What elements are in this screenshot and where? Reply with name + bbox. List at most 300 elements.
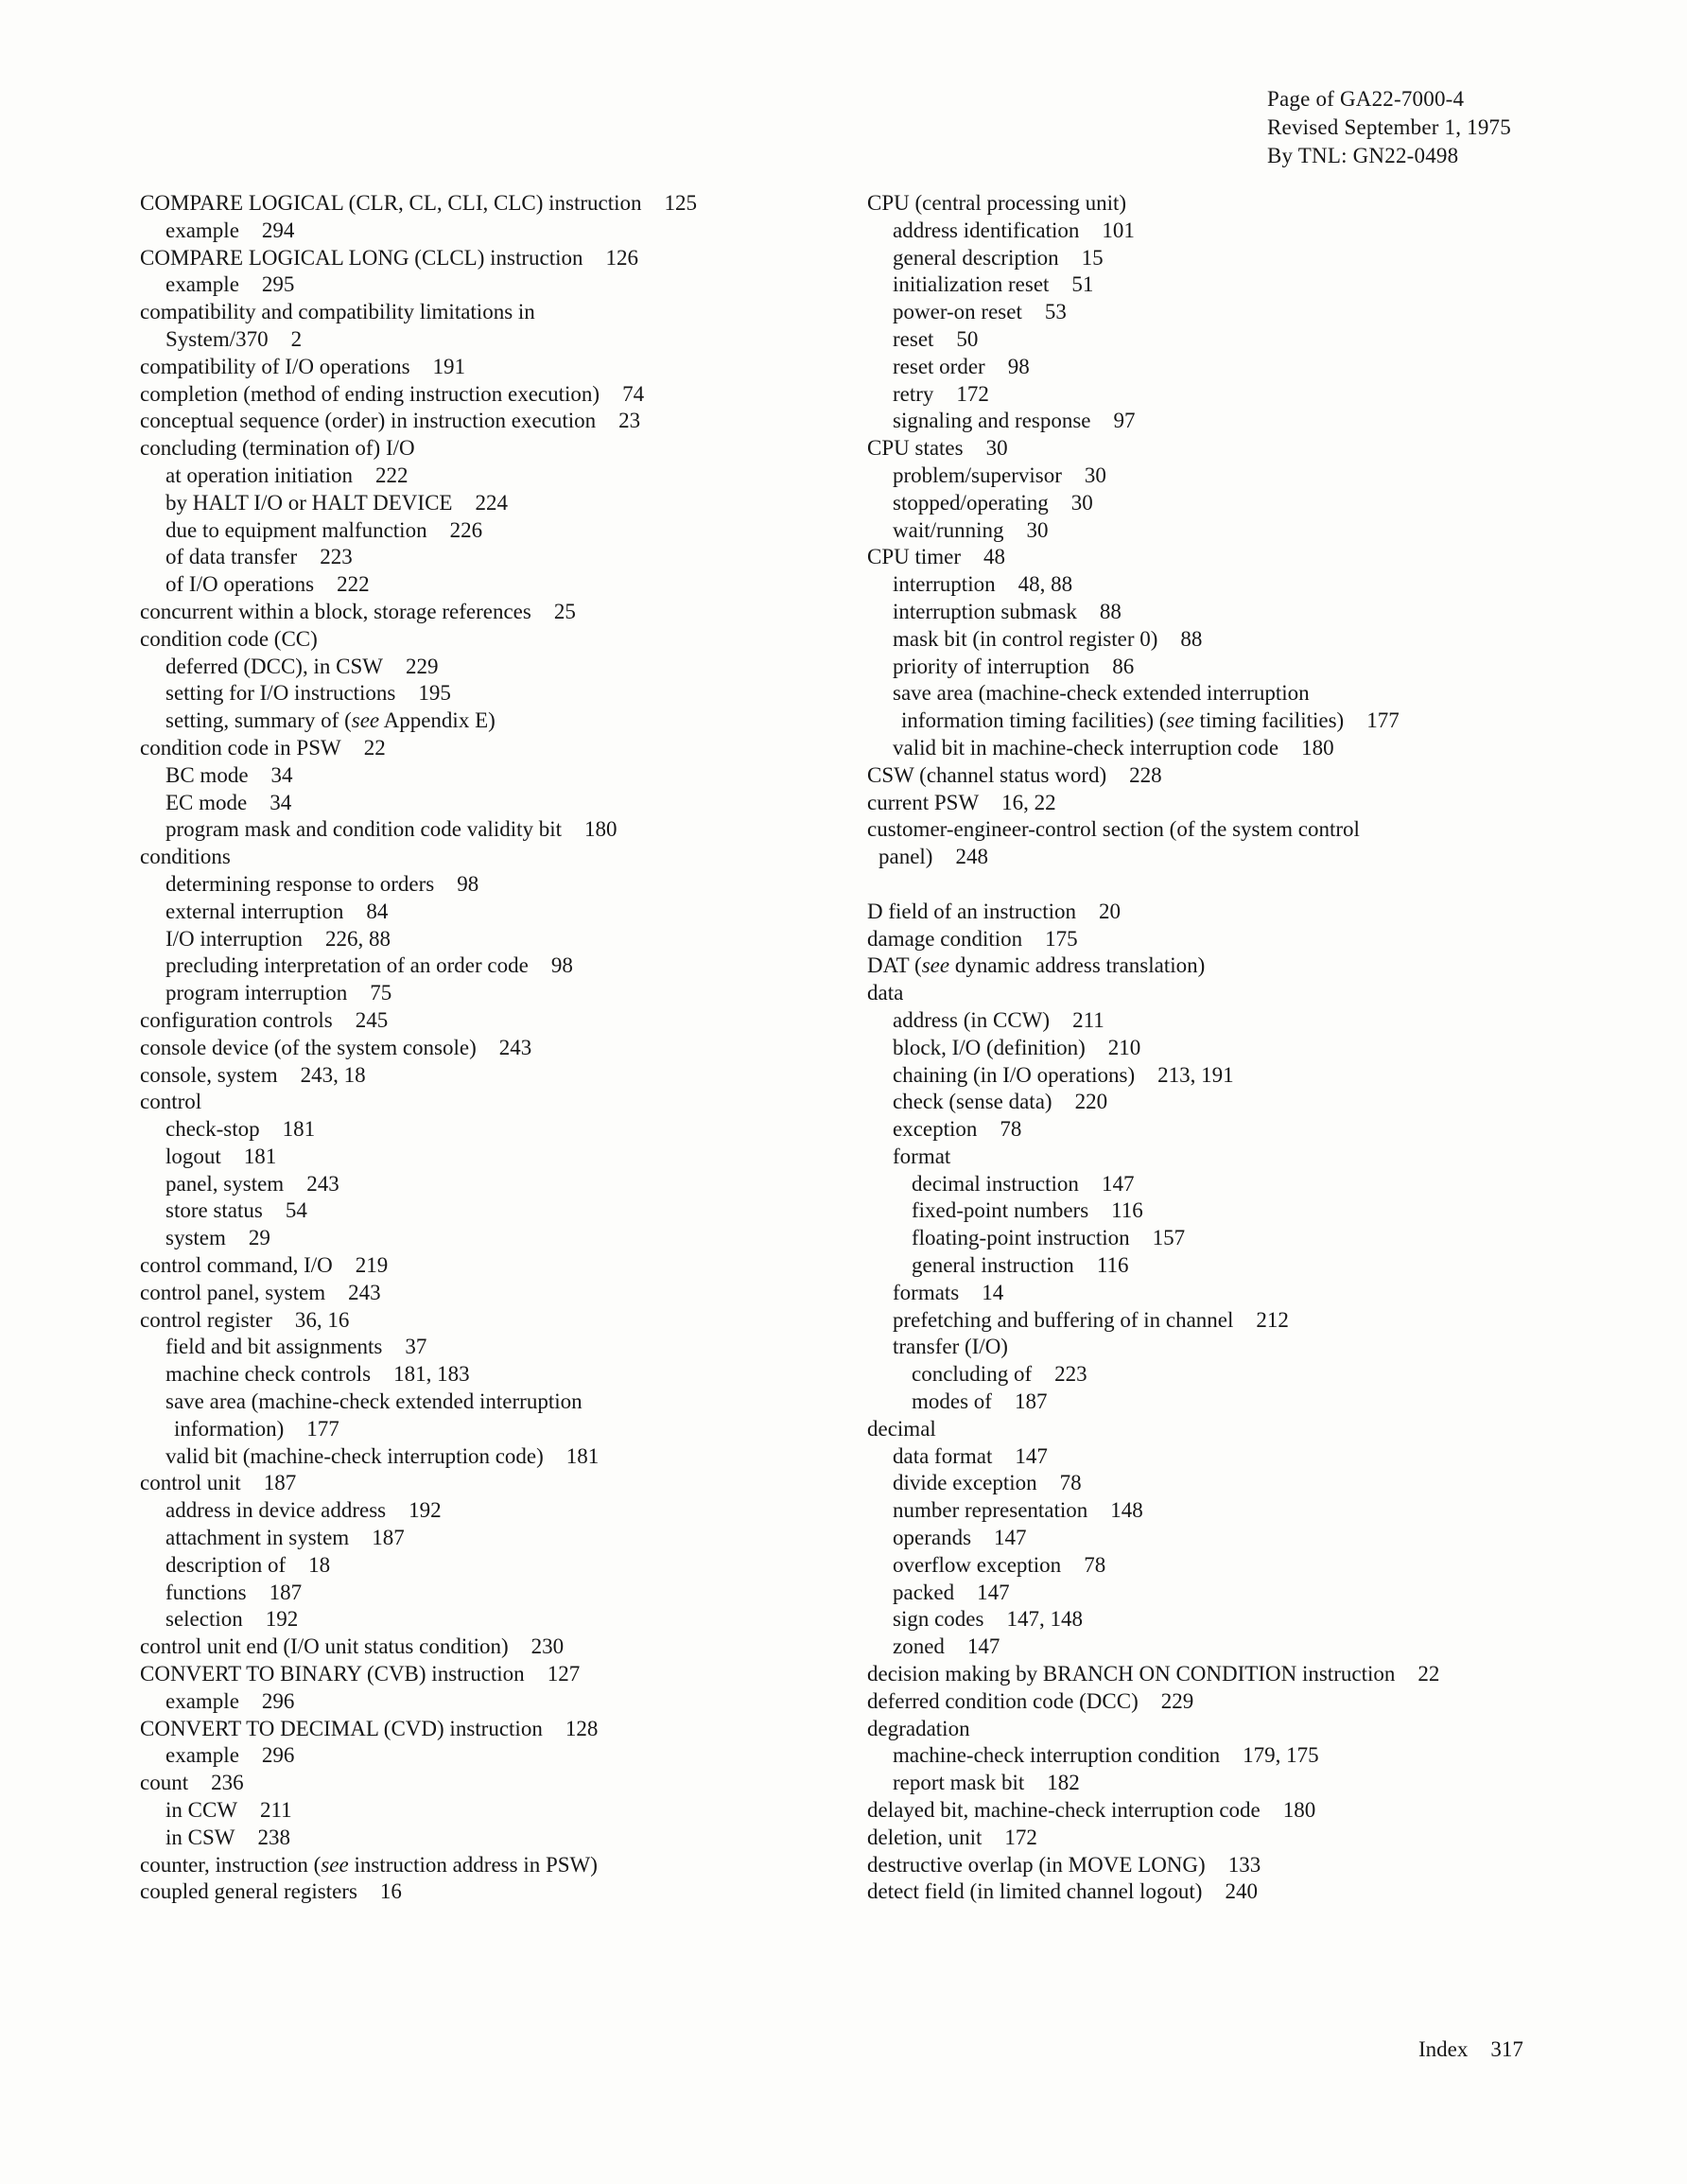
entry-text: priority of interruption <box>893 654 1090 678</box>
entry-page-number: 116 <box>1096 1253 1129 1278</box>
entry-text: CONVERT TO BINARY (CVB) instruction <box>140 1662 525 1686</box>
index-entry <box>140 571 830 599</box>
entry-page-number: 30 <box>1026 517 1049 542</box>
entry-page-number: 243, 18 <box>300 1062 366 1087</box>
entry-text: DAT (see dynamic address translation) <box>867 953 1206 978</box>
index-entry <box>867 218 1595 245</box>
index-entry <box>867 1852 1595 1879</box>
index-entry <box>867 326 1595 354</box>
entry-text: control unit <box>140 1471 241 1495</box>
entry-text: address identification <box>893 218 1080 242</box>
entry-text: panel, system <box>165 1171 285 1196</box>
header-revision-date: Revised September 1, 1975 <box>1267 115 1511 139</box>
entry-page-number: 147 <box>1101 1171 1135 1196</box>
entry-text: conceptual sequence (order) in instruction execution <box>140 409 597 433</box>
entry-page-number: 148 <box>1110 1498 1143 1523</box>
entry-page-number: 179, 175 <box>1243 1743 1319 1768</box>
entry-page-number: 125 <box>664 191 698 215</box>
index-entry <box>140 463 830 490</box>
index-entry <box>867 1361 1595 1389</box>
entry-text: decimal <box>867 1416 936 1441</box>
entry-text: signaling and response <box>893 409 1091 433</box>
index-entry <box>867 381 1595 409</box>
entry-page-number: 133 <box>1227 1852 1261 1877</box>
entry-page-number: 86 <box>1112 654 1135 678</box>
entry-page-number: 226 <box>449 517 483 542</box>
index-entry <box>140 490 830 517</box>
index-entry <box>867 926 1595 953</box>
entry-page-number: 182 <box>1047 1771 1080 1795</box>
entry-text: check (sense data) <box>893 1090 1052 1114</box>
entry-page-number: 192 <box>265 1607 299 1632</box>
index-entry <box>867 1307 1595 1335</box>
entry-text: CPU states <box>867 436 964 461</box>
entry-page-number: 213, 191 <box>1157 1062 1234 1087</box>
entry-page-number: 191 <box>432 354 466 378</box>
entry-text: concluding (termination of) I/O <box>140 436 415 461</box>
entry-page-number: 294 <box>261 218 295 242</box>
entry-page-number: 219 <box>355 1253 389 1278</box>
entry-text: general instruction <box>912 1253 1074 1278</box>
index-entry <box>867 517 1595 545</box>
index-entry <box>140 1742 830 1770</box>
index-entry <box>867 1035 1595 1062</box>
entry-text: detect field (in limited channel logout) <box>867 1879 1203 1904</box>
entry-page-number: 20 <box>1099 899 1122 923</box>
index-column-left <box>140 190 830 1906</box>
entry-page-number: 229 <box>1160 1688 1194 1713</box>
entry-text: in CCW <box>165 1798 238 1823</box>
entry-text: coupled general registers <box>140 1879 357 1904</box>
entry-text: setting for I/O instructions <box>165 681 396 706</box>
index-entry <box>867 816 1595 844</box>
entry-text: transfer (I/O) <box>893 1335 1008 1359</box>
index-entry <box>867 1525 1595 1552</box>
entry-text: counter, instruction (see instruction address in PSW) <box>140 1852 598 1877</box>
entry-page-number: 180 <box>584 817 617 842</box>
index-entry <box>140 1007 830 1035</box>
index-entry <box>867 1144 1595 1171</box>
index-entry <box>867 1225 1595 1252</box>
entry-text: decimal instruction <box>912 1171 1079 1196</box>
entry-page-number: 30 <box>985 436 1008 461</box>
index-entry <box>867 1634 1595 1661</box>
entry-text: deletion, unit <box>867 1825 983 1849</box>
entry-page-number: 147 <box>994 1526 1027 1550</box>
entry-page-number: 181 <box>243 1144 277 1168</box>
entry-text: exception <box>893 1117 978 1142</box>
entry-text: mask bit (in control register 0) <box>893 626 1158 651</box>
entry-page-number: 98 <box>1007 354 1030 378</box>
index-entry <box>867 762 1595 790</box>
index-entry <box>867 1089 1595 1116</box>
entry-text: information timing facilities) (see timing facilities) <box>901 708 1345 733</box>
index-entry <box>140 1361 830 1389</box>
entry-text: packed <box>893 1580 955 1604</box>
entry-page-number: 195 <box>418 681 451 706</box>
index-entry <box>140 1089 830 1116</box>
entry-text: delayed bit, machine-check interruption code <box>867 1798 1261 1823</box>
entry-text: formats <box>893 1280 960 1304</box>
index-entry <box>867 1171 1595 1198</box>
entry-page-number: 51 <box>1071 272 1094 297</box>
entry-page-number: 187 <box>372 1526 405 1550</box>
page-footer <box>1418 2035 1523 2064</box>
see-reference: see <box>351 708 380 733</box>
entry-page-number: 212 <box>1256 1307 1289 1332</box>
entry-page-number: 50 <box>956 326 979 351</box>
entry-page-number: 192 <box>409 1498 442 1523</box>
entry-text: console, system <box>140 1062 278 1087</box>
index-entry <box>867 1334 1595 1361</box>
entry-page-number: 147 <box>966 1634 1000 1659</box>
entry-text: System/370 <box>165 326 269 351</box>
entry-text: retry <box>893 381 934 406</box>
index-entry <box>140 762 830 790</box>
entry-text: deferred (DCC), in CSW <box>165 654 383 678</box>
entry-page-number: 54 <box>285 1198 307 1223</box>
index-entry <box>140 1825 830 1852</box>
entry-page-number: 98 <box>550 953 573 978</box>
entry-text: EC mode <box>165 790 248 814</box>
entry-page-number: 147 <box>977 1580 1010 1604</box>
index-column-right <box>867 190 1595 1906</box>
section-gap <box>867 871 1595 899</box>
index-entry <box>140 245 830 272</box>
index-entry <box>867 708 1595 735</box>
entry-page-number: 48, 88 <box>1017 572 1073 597</box>
entry-text: floating-point instruction <box>912 1226 1130 1250</box>
index-entry <box>140 1334 830 1361</box>
index-entry <box>867 490 1595 517</box>
entry-text: fixed-point numbers <box>912 1198 1089 1223</box>
index-entry <box>140 626 830 654</box>
entry-text: program interruption <box>165 981 348 1005</box>
entry-page-number: 211 <box>1072 1007 1104 1032</box>
entry-text: reset order <box>893 354 985 378</box>
entry-page-number: 226, 88 <box>325 926 391 951</box>
index-entry <box>867 844 1595 871</box>
index-entry <box>867 952 1595 980</box>
entry-text: save area (machine-check extended interruption <box>165 1389 583 1414</box>
index-entry <box>140 735 830 762</box>
entry-text: example <box>165 218 239 242</box>
index-entry <box>140 299 830 326</box>
index-entry <box>140 816 830 844</box>
entry-text: block, I/O (definition) <box>893 1035 1086 1059</box>
index-entry <box>140 1552 830 1580</box>
entry-page-number: 238 <box>257 1825 290 1849</box>
index-entry <box>140 326 830 354</box>
entry-page-number: 16, 22 <box>1001 790 1056 814</box>
entry-page-number: 223 <box>1054 1362 1087 1387</box>
index-entry <box>867 1661 1595 1688</box>
entry-page-number: 224 <box>475 490 508 515</box>
entry-text: customer-engineer-control section (of the system control <box>867 817 1360 842</box>
entry-text: store status <box>165 1198 263 1223</box>
index-entry <box>140 980 830 1007</box>
index-entry <box>867 899 1595 926</box>
index-entry <box>140 1688 830 1716</box>
entry-page-number: 187 <box>263 1471 297 1495</box>
index-entry <box>867 1770 1595 1797</box>
entry-text: concluding of <box>912 1362 1033 1387</box>
entry-page-number: 243 <box>306 1171 339 1196</box>
entry-text: prefetching and buffering of in channel <box>893 1307 1234 1332</box>
entry-text: damage condition <box>867 926 1023 951</box>
entry-page-number: 229 <box>405 654 439 678</box>
entry-page-number: 16 <box>379 1879 402 1904</box>
index-entry <box>867 408 1595 435</box>
index-entry <box>867 599 1595 626</box>
index-entry <box>140 1116 830 1144</box>
entry-page-number: 181 <box>565 1443 600 1468</box>
index-entry <box>867 1878 1595 1906</box>
footer-page-number: 317 <box>1490 2037 1523 2061</box>
index-entry <box>867 571 1595 599</box>
entry-page-number: 222 <box>375 463 409 487</box>
entry-text: due to equipment malfunction <box>165 517 427 542</box>
index-entry <box>140 790 830 817</box>
entry-text: completion (method of ending instruction execution) <box>140 381 600 406</box>
entry-page-number: 240 <box>1225 1879 1258 1904</box>
index-entry <box>140 1144 830 1171</box>
entry-text: format <box>893 1144 951 1168</box>
entry-page-number: 147 <box>1015 1443 1048 1468</box>
index-entry <box>867 1797 1595 1825</box>
entry-page-number: 18 <box>308 1552 331 1577</box>
entry-text: data <box>867 981 904 1005</box>
entry-text: valid bit (machine-check interruption code) <box>165 1443 544 1468</box>
index-entry <box>867 980 1595 1007</box>
index-entry <box>867 1688 1595 1716</box>
entry-page-number: 223 <box>320 545 353 569</box>
entry-text: field and bit assignments <box>165 1335 383 1359</box>
index-entry <box>140 1716 830 1743</box>
index-entry <box>867 1389 1595 1416</box>
entry-text: divide exception <box>893 1471 1037 1495</box>
index-entry <box>140 1389 830 1416</box>
entry-page-number: 2 <box>290 326 303 351</box>
index-entry <box>140 1797 830 1825</box>
entry-page-number: 36, 16 <box>294 1307 350 1332</box>
entry-page-number: 295 <box>261 272 295 297</box>
index-entry <box>867 654 1595 681</box>
entry-page-number: 128 <box>565 1716 599 1740</box>
entry-text: by HALT I/O or HALT DEVICE <box>165 490 453 515</box>
index-entry <box>140 1252 830 1280</box>
entry-text: report mask bit <box>893 1771 1025 1795</box>
index-entry <box>867 1197 1595 1225</box>
entry-text: of data transfer <box>165 545 298 569</box>
entry-text: logout <box>165 1144 221 1168</box>
entry-text: address (in CCW) <box>893 1007 1051 1032</box>
index-entry <box>867 1416 1595 1443</box>
index-entry <box>140 1470 830 1497</box>
entry-text: CONVERT TO DECIMAL (CVD) instruction <box>140 1716 543 1740</box>
index-entry <box>140 899 830 926</box>
index-entry <box>140 680 830 708</box>
header-doc-number: Page of GA22-7000-4 <box>1267 87 1465 111</box>
entry-page-number: 177 <box>1366 708 1400 733</box>
entry-text: current PSW <box>867 790 980 814</box>
entry-page-number: 98 <box>457 871 479 896</box>
index-entry <box>140 435 830 463</box>
entry-page-number: 74 <box>622 381 645 406</box>
entry-text: COMPARE LOGICAL LONG (CLCL) instruction <box>140 245 583 270</box>
entry-text: compatibility and compatibility limitations in <box>140 300 535 324</box>
index-entry <box>867 1742 1595 1770</box>
entry-text: console device (of the system console) <box>140 1035 477 1059</box>
entry-page-number: 296 <box>261 1743 295 1768</box>
entry-page-number: 53 <box>1044 300 1067 324</box>
entry-page-number: 116 <box>1111 1198 1143 1223</box>
entry-text: chaining (in I/O operations) <box>893 1062 1136 1087</box>
entry-text: machine check controls <box>165 1362 372 1387</box>
index-entry <box>140 1225 830 1252</box>
index-entry <box>140 218 830 245</box>
entry-page-number: 243 <box>348 1280 381 1304</box>
entry-text: of I/O operations <box>165 572 315 597</box>
index-entry <box>140 708 830 735</box>
entry-text: number representation <box>893 1498 1088 1523</box>
entry-page-number: 187 <box>269 1580 303 1604</box>
entry-page-number: 75 <box>370 981 392 1005</box>
entry-text: decision making by BRANCH ON CONDITION instruction <box>867 1662 1396 1686</box>
see-reference: see <box>921 953 950 978</box>
entry-text: BC mode <box>165 762 249 787</box>
entry-text: conditions <box>140 845 231 869</box>
entry-text: configuration controls <box>140 1007 333 1032</box>
entry-text: in CSW <box>165 1825 235 1849</box>
index-entry <box>140 1280 830 1307</box>
entry-text: panel) <box>878 845 933 869</box>
index-entry <box>867 1825 1595 1852</box>
entry-page-number: 220 <box>1074 1090 1108 1114</box>
index-entry <box>140 654 830 681</box>
entry-text: control <box>140 1090 202 1114</box>
entry-page-number: 126 <box>605 245 639 270</box>
entry-text: degradation <box>867 1716 970 1740</box>
index-entry <box>867 190 1595 218</box>
entry-page-number: 15 <box>1081 245 1104 270</box>
entry-page-number: 222 <box>337 572 370 597</box>
index-entry <box>140 1497 830 1525</box>
entry-text: concurrent within a block, storage references <box>140 599 531 623</box>
index-entry <box>140 1035 830 1062</box>
entry-page-number: 30 <box>1084 463 1106 487</box>
index-entry <box>140 1580 830 1607</box>
entry-text: sign codes <box>893 1607 984 1632</box>
index-entry <box>140 1443 830 1471</box>
entry-text: information) <box>174 1416 285 1441</box>
index-entry <box>867 680 1595 708</box>
entry-text: destructive overlap (in MOVE LONG) <box>867 1852 1206 1877</box>
index-entry <box>140 952 830 980</box>
index-entry <box>140 1062 830 1090</box>
entry-text: I/O interruption <box>165 926 303 951</box>
see-reference: see <box>321 1852 349 1877</box>
entry-text: control panel, system <box>140 1280 326 1304</box>
index-entry <box>867 1252 1595 1280</box>
entry-page-number: 97 <box>1113 409 1136 433</box>
entry-page-number: 181, 183 <box>393 1362 470 1387</box>
entry-text: reset <box>893 326 934 351</box>
entry-text: wait/running <box>893 517 1004 542</box>
index-entry <box>140 1606 830 1634</box>
entry-page-number: 181 <box>282 1117 316 1142</box>
entry-page-number: 88 <box>1099 599 1122 623</box>
entry-text: setting, summary of (see Appendix E) <box>165 708 496 733</box>
index-entry <box>867 735 1595 762</box>
entry-text: at operation initiation <box>165 463 354 487</box>
index-entry <box>867 245 1595 272</box>
entry-page-number: 180 <box>1282 1798 1316 1823</box>
entry-text: zoned <box>893 1634 945 1659</box>
entry-text: problem/supervisor <box>893 463 1062 487</box>
entry-page-number: 23 <box>618 409 641 433</box>
entry-page-number: 157 <box>1152 1226 1186 1250</box>
index-entry <box>867 1552 1595 1580</box>
entry-page-number: 22 <box>1417 1662 1440 1686</box>
index-entry <box>867 1716 1595 1743</box>
index-entry <box>140 926 830 953</box>
index-entry <box>867 354 1595 381</box>
entry-text: control register <box>140 1307 272 1332</box>
entry-page-number: 211 <box>260 1798 292 1823</box>
index-entry <box>867 299 1595 326</box>
entry-text: data format <box>893 1443 993 1468</box>
entry-page-number: 25 <box>553 599 576 623</box>
entry-page-number: 230 <box>530 1634 565 1659</box>
entry-page-number: 127 <box>547 1662 581 1686</box>
entry-text: check-stop <box>165 1117 260 1142</box>
entry-text: operands <box>893 1526 972 1550</box>
entry-page-number: 296 <box>261 1688 295 1713</box>
index-entry <box>140 1525 830 1552</box>
index-entry <box>867 271 1595 299</box>
entry-page-number: 84 <box>366 899 389 923</box>
entry-text: power-on reset <box>893 300 1022 324</box>
index-entry <box>867 1470 1595 1497</box>
index-entry <box>140 1770 830 1797</box>
index-entry <box>867 626 1595 654</box>
entry-page-number: 180 <box>1301 735 1334 760</box>
index-entry <box>867 1280 1595 1307</box>
entry-page-number: 236 <box>211 1771 244 1795</box>
entry-page-number: 34 <box>270 790 292 814</box>
index-entry <box>140 1634 830 1661</box>
index-entry <box>867 1007 1595 1035</box>
entry-text: determining response to orders <box>165 871 435 896</box>
index-entry <box>140 1197 830 1225</box>
entry-text: external interruption <box>165 899 344 923</box>
index-entry <box>140 408 830 435</box>
index-entry <box>867 1606 1595 1634</box>
entry-text: control command, I/O <box>140 1253 333 1278</box>
entry-text: D field of an instruction <box>867 899 1077 923</box>
entry-text: control unit end (I/O unit status condition) <box>140 1634 509 1659</box>
entry-page-number: 243 <box>498 1035 532 1059</box>
entry-page-number: 147, 148 <box>1006 1607 1083 1632</box>
index-entry <box>140 354 830 381</box>
entry-text: CPU timer <box>867 545 962 569</box>
index-entry <box>140 871 830 899</box>
entry-text: COMPARE LOGICAL (CLR, CL, CLI, CLC) instruction <box>140 191 642 215</box>
entry-text: compatibility of I/O operations <box>140 354 410 378</box>
index-entry <box>867 1443 1595 1471</box>
index-entry <box>867 790 1595 817</box>
